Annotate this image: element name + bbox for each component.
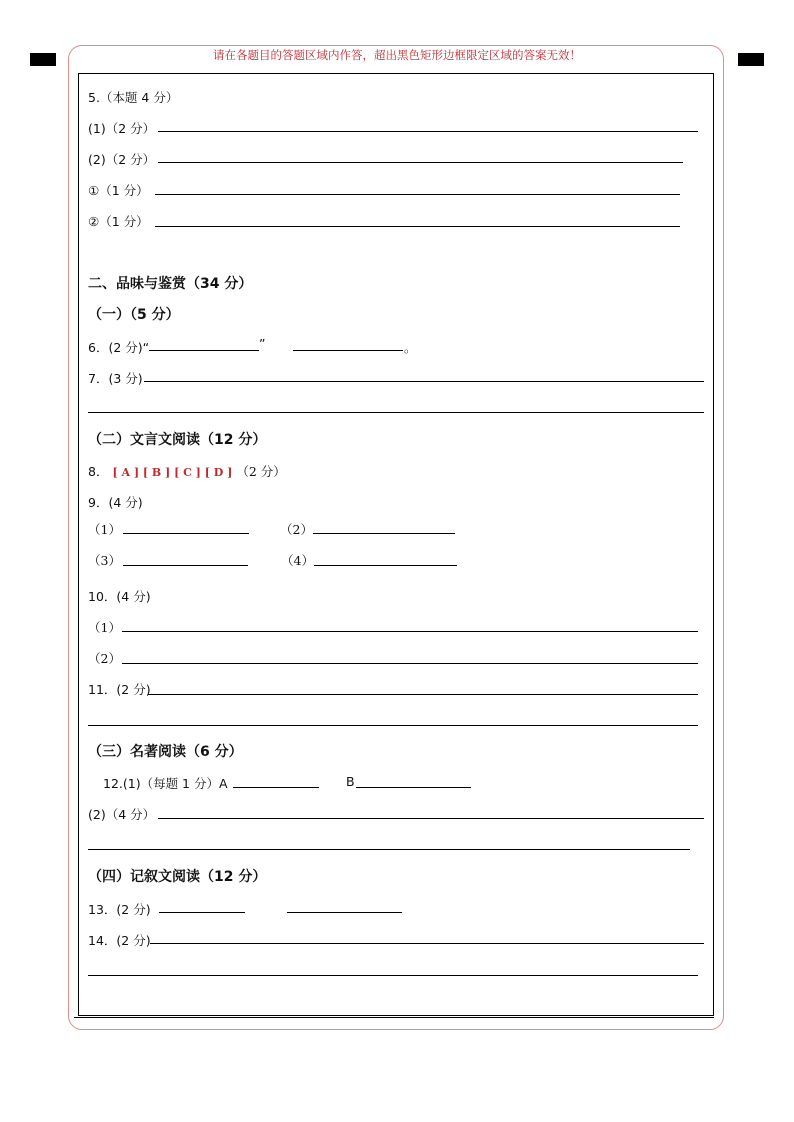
q9-part4-answer-line[interactable] xyxy=(314,565,457,566)
q9-part4-label: （4） xyxy=(281,553,314,568)
q9-part1-label: （1） xyxy=(88,522,121,537)
q8-label: 8． xyxy=(88,464,109,479)
q6-answer-line-2[interactable] xyxy=(293,350,403,351)
q9-part3-label: （3） xyxy=(88,553,121,568)
subsection2-title: （二）文言文阅读（12 分） xyxy=(88,432,267,448)
q7-answer-line-2[interactable] xyxy=(88,412,704,413)
q6-answer-line-1[interactable] xyxy=(149,350,259,351)
q14-label: 14．(2 分) xyxy=(88,933,151,948)
warning-text: 请在各题目的答题区域内作答，超出黑色矩形边框限定区域的答案无效！ xyxy=(213,48,581,62)
q8-points: （2 分） xyxy=(236,464,286,479)
q6-label: 6．(2 分)“ xyxy=(88,340,150,355)
q5-part2-answer-line[interactable] xyxy=(158,162,683,163)
q7-label: 7．(3 分) xyxy=(88,371,143,386)
q10-label: 10．(4 分) xyxy=(88,589,151,604)
q10-part1-answer-line[interactable] xyxy=(122,631,698,632)
q6-close-quote: ” xyxy=(259,336,266,351)
subsection3-title: （三）名著阅读（6 分） xyxy=(88,744,243,760)
q5-part3-label: ①（1 分） xyxy=(88,183,149,198)
q9-part2-label: （2） xyxy=(280,522,313,537)
q12-part1-label: 12.(1)（每题 1 分）A xyxy=(103,776,228,791)
q12-answer-line-a[interactable] xyxy=(233,787,319,788)
q5-heading: 5.（本题 4 分） xyxy=(88,90,179,105)
q12-b-label: B xyxy=(346,774,355,789)
q5-part1-label: (1)（2 分） xyxy=(88,121,156,136)
q11-answer-line-2[interactable] xyxy=(88,725,698,726)
q12-part2-label: (2)（4 分） xyxy=(88,807,156,822)
section2-title: 二、品味与鉴赏（34 分） xyxy=(88,276,253,292)
q7-answer-line-1[interactable] xyxy=(144,381,704,382)
q10-part1-label: （1） xyxy=(88,620,121,635)
q11-label: 11．(2 分) xyxy=(88,682,151,697)
q9-label: 9．(4 分) xyxy=(88,495,143,510)
q11-answer-line-1[interactable] xyxy=(148,694,698,695)
q13-answer-line-2[interactable] xyxy=(287,912,402,913)
q6-period: 。 xyxy=(404,340,417,355)
q9-part3-answer-line[interactable] xyxy=(123,565,248,566)
q13-label: 13．(2 分) xyxy=(88,902,151,917)
q14-answer-line-1[interactable] xyxy=(150,943,704,944)
q13-answer-line-1[interactable] xyxy=(159,912,245,913)
q9-part2-answer-line[interactable] xyxy=(313,533,455,534)
q5-part4-answer-line[interactable] xyxy=(155,226,680,227)
q9-part1-answer-line[interactable] xyxy=(123,533,249,534)
q8-choice-options[interactable]: [ A ] [ B ] [ C ] [ D ] xyxy=(112,466,233,479)
subsection1-title: （一）（5 分） xyxy=(88,307,180,323)
q14-answer-line-2[interactable] xyxy=(88,975,698,976)
q10-part2-answer-line[interactable] xyxy=(122,663,698,664)
q8-row xyxy=(88,462,286,480)
q5-part3-answer-line[interactable] xyxy=(155,194,680,195)
q12-part2-answer-line-1[interactable] xyxy=(158,818,704,819)
q5-part4-label: ②（1 分） xyxy=(88,214,149,229)
q5-part1-answer-line[interactable] xyxy=(158,131,698,132)
box-bottom-double-line xyxy=(74,1017,714,1018)
q5-part2-label: (2)（2 分） xyxy=(88,152,156,167)
q12-part2-answer-line-2[interactable] xyxy=(88,849,690,850)
q12-answer-line-b[interactable] xyxy=(356,787,471,788)
q10-part2-label: （2） xyxy=(88,651,121,666)
subsection4-title: （四）记叙文阅读（12 分） xyxy=(88,869,267,885)
